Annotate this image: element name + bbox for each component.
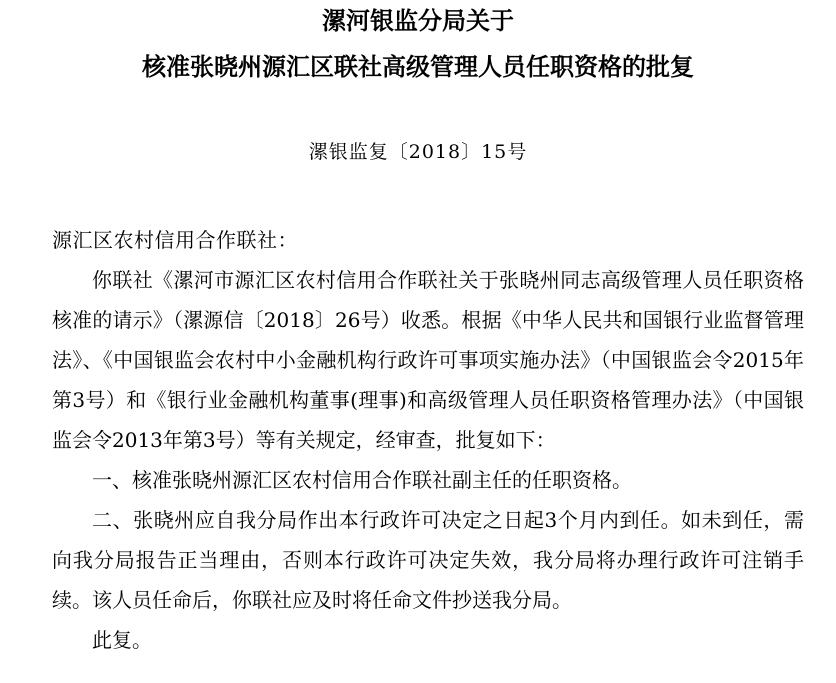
paragraph-closing: 此复。 xyxy=(92,628,152,652)
document-number: 漯银监复〔2018〕15号 xyxy=(308,141,528,163)
document-body xyxy=(52,220,804,660)
document-title-line-1: 漯河银监分局关于 xyxy=(322,7,514,35)
document-title-line-2: 核准张晓州源汇区联社高级管理人员任职资格的批复 xyxy=(142,53,694,81)
paragraph-approval-item-2: 二、张晓州应自我分局作出本行政许可决定之日起3个月内到任。如未到任，需向我分局报告正当理由，否则本行政许可决定失效，我分局将办理行政许可注销手续。该人员任命后，你联社应及时将任命文件抄送我分局。 xyxy=(52,508,804,612)
paragraph-request-basis: 你联社《漯河市源汇区农村信用合作联社关于张晓州同志高级管理人员任职资格核准的请示》（漯源信〔2018〕26号）收悉。根据《中华人民共和国银行业监督管理法》、《中国银监会农村中小金融机构行政许可事项实施办法》（中国银监会令2015年第3号）和《银行业金融机构董事(理事)和高级管理人员任职资格管理办法》（中国银监会令2013年第3号）等有关规定，经审查，批复如下： xyxy=(52,268,804,452)
paragraph-approval-item-1: 一、核准张晓州源汇区农村信用合作联社副主任的任职资格。 xyxy=(92,468,632,492)
addressee: 源汇区农村信用合作联社： xyxy=(52,228,298,252)
